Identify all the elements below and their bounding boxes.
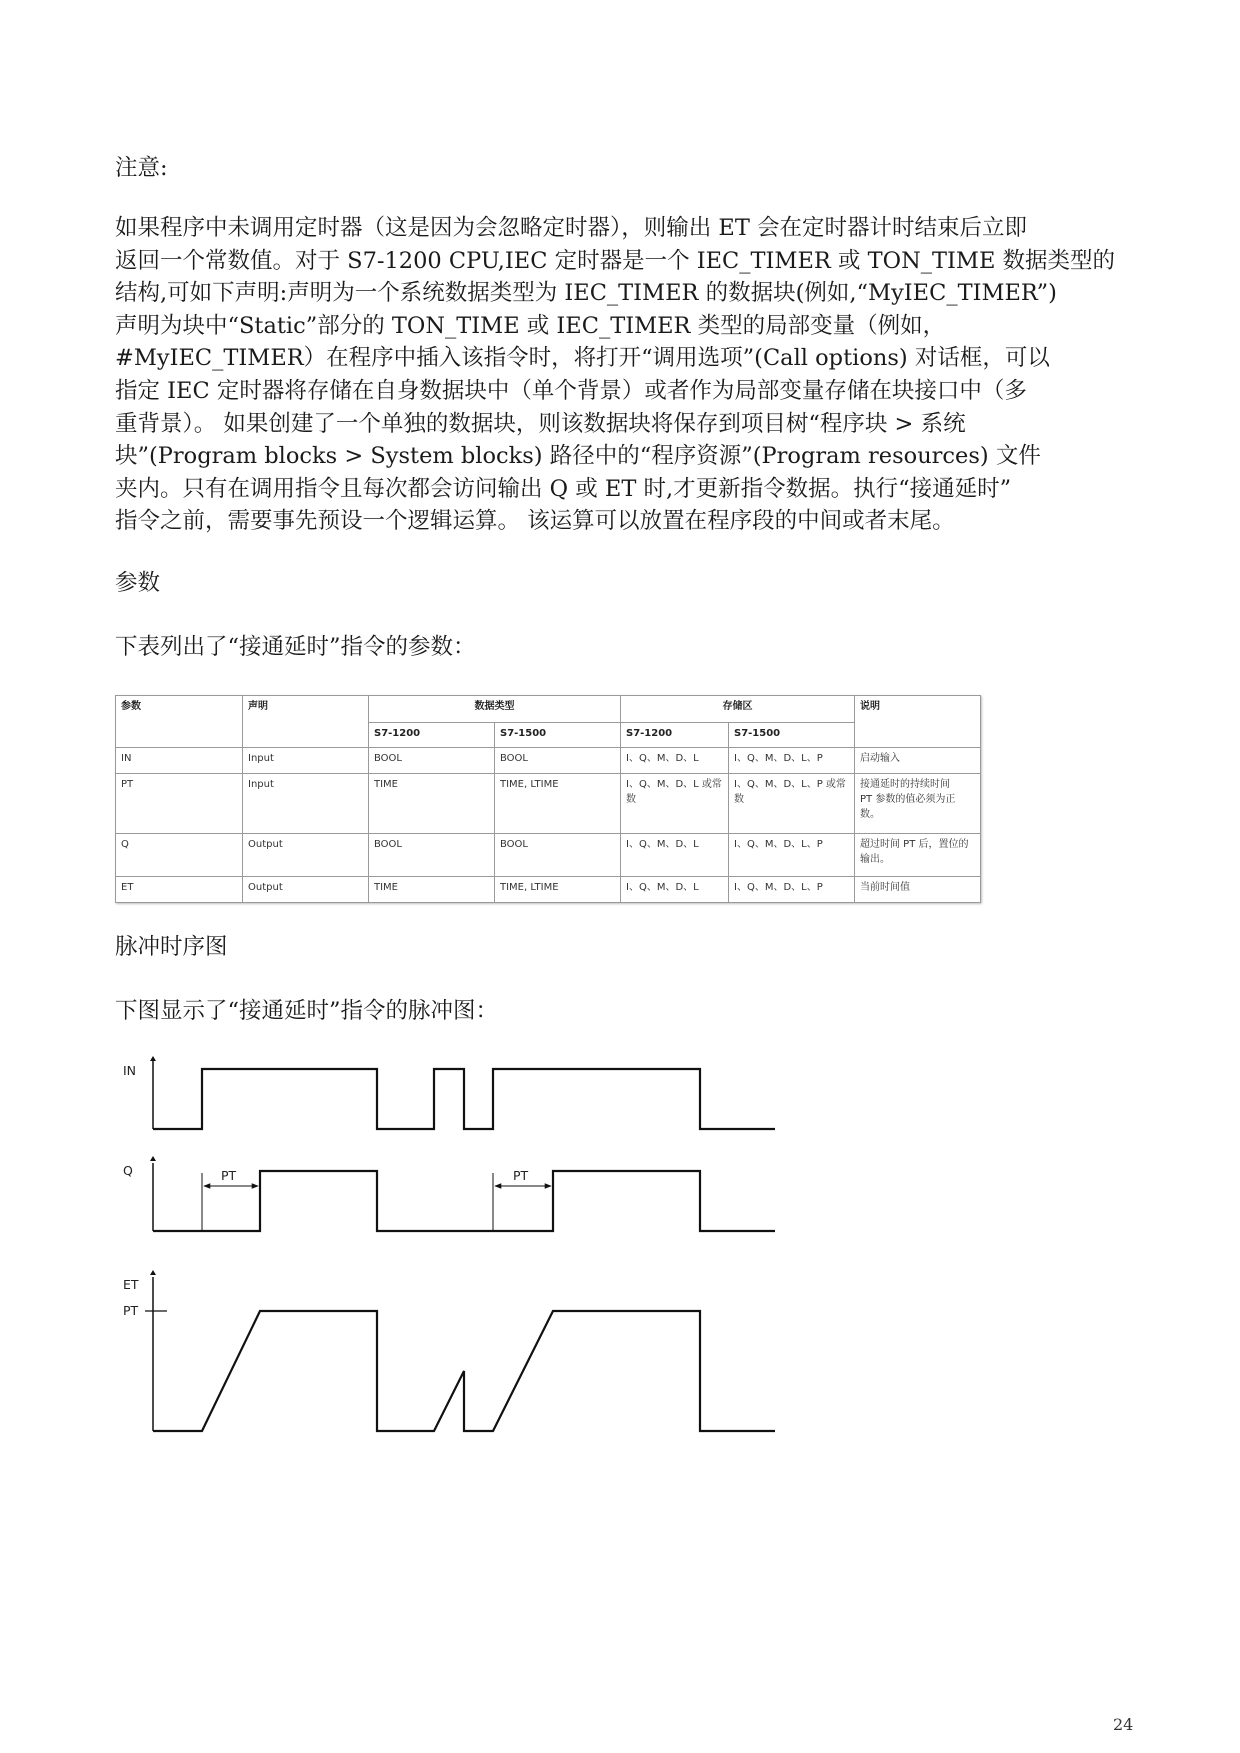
timing-intro: 下图显示了“接通延时”指令的脉冲图： — [115, 998, 499, 1024]
paragraph-line: 声明为块中“Static”部分的 TON_TIME 或 IEC_TIMER 类型的局部变量（例如， — [115, 312, 946, 339]
in-signal — [123, 1056, 775, 1129]
q-axis-label: Q — [123, 1163, 133, 1178]
paragraph-line: 重背景）。 如果创建了一个单独的数据块，则该数据块将保存到项目树“程序块 > 系统 — [115, 410, 966, 437]
parameter-table — [115, 695, 981, 903]
cell-description: 启动输入 — [855, 748, 981, 774]
paragraph-line: 夹内。只有在调用指令且每次都会访问输出 Q 或 ET 时,才更新指令数据。执行“接通延时” — [115, 475, 1012, 502]
cell-mem-1500: I、Q、M、D、L、P 或常数 — [729, 774, 855, 834]
q-signal — [123, 1156, 775, 1231]
paragraph-line: 指定 IEC 定时器将存储在自身数据块中（单个背景）或者作为局部变量存储在块接口中（多 — [115, 377, 1027, 404]
et-signal — [123, 1270, 775, 1431]
header-mem-s7-1500: S7-1500 — [729, 723, 855, 748]
q-axis-arrow-icon — [150, 1156, 156, 1161]
pt-label: PT — [221, 1168, 237, 1183]
header-data-type: 数据类型 — [369, 696, 621, 723]
cell-param: IN — [116, 748, 243, 774]
et-pt-level-label: PT — [123, 1303, 139, 1318]
description-line: PT 参数的值必须为正数。 — [860, 794, 956, 820]
note-heading: 注意: — [115, 155, 168, 181]
et-waveform — [153, 1311, 775, 1431]
cell-dt-1500: TIME, LTIME — [495, 877, 621, 903]
cell-declaration: Input — [243, 774, 369, 834]
header-dt-s7-1200: S7-1200 — [369, 723, 495, 748]
et-axis-arrow-icon — [150, 1270, 156, 1275]
cell-mem-1500: I、Q、M、D、L、P — [729, 748, 855, 774]
cell-mem-1500: I、Q、M、D、L、P — [729, 877, 855, 903]
cell-param: ET — [116, 877, 243, 903]
table-row — [116, 877, 981, 903]
cell-param: PT — [116, 774, 243, 834]
cell-dt-1200: TIME — [369, 774, 495, 834]
header-param: 参数 — [116, 696, 243, 748]
pt-label: PT — [513, 1168, 529, 1183]
paragraph-line: 结构,可如下声明:声明为一个系统数据类型为 IEC_TIMER 的数据块(例如,“MyIEC_TIMER”) — [115, 280, 1057, 307]
header-mem-s7-1200: S7-1200 — [621, 723, 729, 748]
cell-dt-1500: TIME, LTIME — [495, 774, 621, 834]
cell-dt-1200: BOOL — [369, 834, 495, 877]
paragraph-line: 指令之前，需要事先预设一个逻辑运算。 该运算可以放置在程序段的中间或者末尾。 — [115, 508, 955, 535]
cell-dt-1500: BOOL — [495, 748, 621, 774]
in-waveform — [153, 1069, 775, 1129]
cell-param: Q — [116, 834, 243, 877]
header-description: 说明 — [855, 696, 981, 748]
header-memory-area: 存储区 — [621, 696, 855, 723]
cell-mem-1200: I、Q、M、D、L — [621, 877, 729, 903]
cell-description: 超过时间 PT 后，置位的输出。 — [855, 834, 981, 877]
q-waveform — [153, 1171, 775, 1231]
header-dt-s7-1500: S7-1500 — [495, 723, 621, 748]
table-row — [116, 774, 981, 834]
cell-description: 当前时间值 — [855, 877, 981, 903]
in-axis-arrow-icon — [150, 1056, 156, 1061]
description-line: 接通延时的持续时间 — [860, 779, 950, 790]
body-paragraph — [115, 212, 1145, 538]
cell-description — [855, 774, 981, 834]
paragraph-line: #MyIEC_TIMER）在程序中插入该指令时，将打开“调用选项”(Call options) 对话框，可以 — [115, 345, 1050, 372]
paragraph-line: 返回一个常数值。对于 S7-1200 CPU,IEC 定时器是一个 IEC_TIMER 或 TON_TIME 数据类型的 — [115, 247, 1116, 274]
cell-mem-1200: I、Q、M、D、L — [621, 748, 729, 774]
paragraph-line: 如果程序中未调用定时器（这是因为会忽略定时器），则输出 ET 会在定时器计时结束后立即 — [115, 215, 1027, 241]
params-intro: 下表列出了“接通延时”指令的参数： — [115, 634, 476, 660]
cell-declaration: Output — [243, 834, 369, 877]
cell-declaration: Input — [243, 748, 369, 774]
table-row — [116, 834, 981, 877]
cell-dt-1200: BOOL — [369, 748, 495, 774]
params-heading: 参数 — [115, 570, 161, 596]
paragraph-line: 块”(Program blocks > System blocks) 路径中的“程序资源”(Program resources) 文件 — [115, 443, 1041, 470]
header-declaration: 声明 — [243, 696, 369, 748]
in-axis-label: IN — [123, 1063, 137, 1078]
timing-heading: 脉冲时序图 — [115, 934, 228, 960]
table-row — [116, 748, 981, 774]
cell-mem-1500: I、Q、M、D、L、P — [729, 834, 855, 877]
cell-mem-1200: I、Q、M、D、L — [621, 834, 729, 877]
page-number: 24 — [1113, 1715, 1134, 1734]
cell-mem-1200: I、Q、M、D、L 或常数 — [621, 774, 729, 834]
et-axis-label: ET — [123, 1277, 139, 1292]
cell-declaration: Output — [243, 877, 369, 903]
cell-dt-1200: TIME — [369, 877, 495, 903]
pulse-timing-diagram — [115, 1055, 795, 1455]
cell-dt-1500: BOOL — [495, 834, 621, 877]
